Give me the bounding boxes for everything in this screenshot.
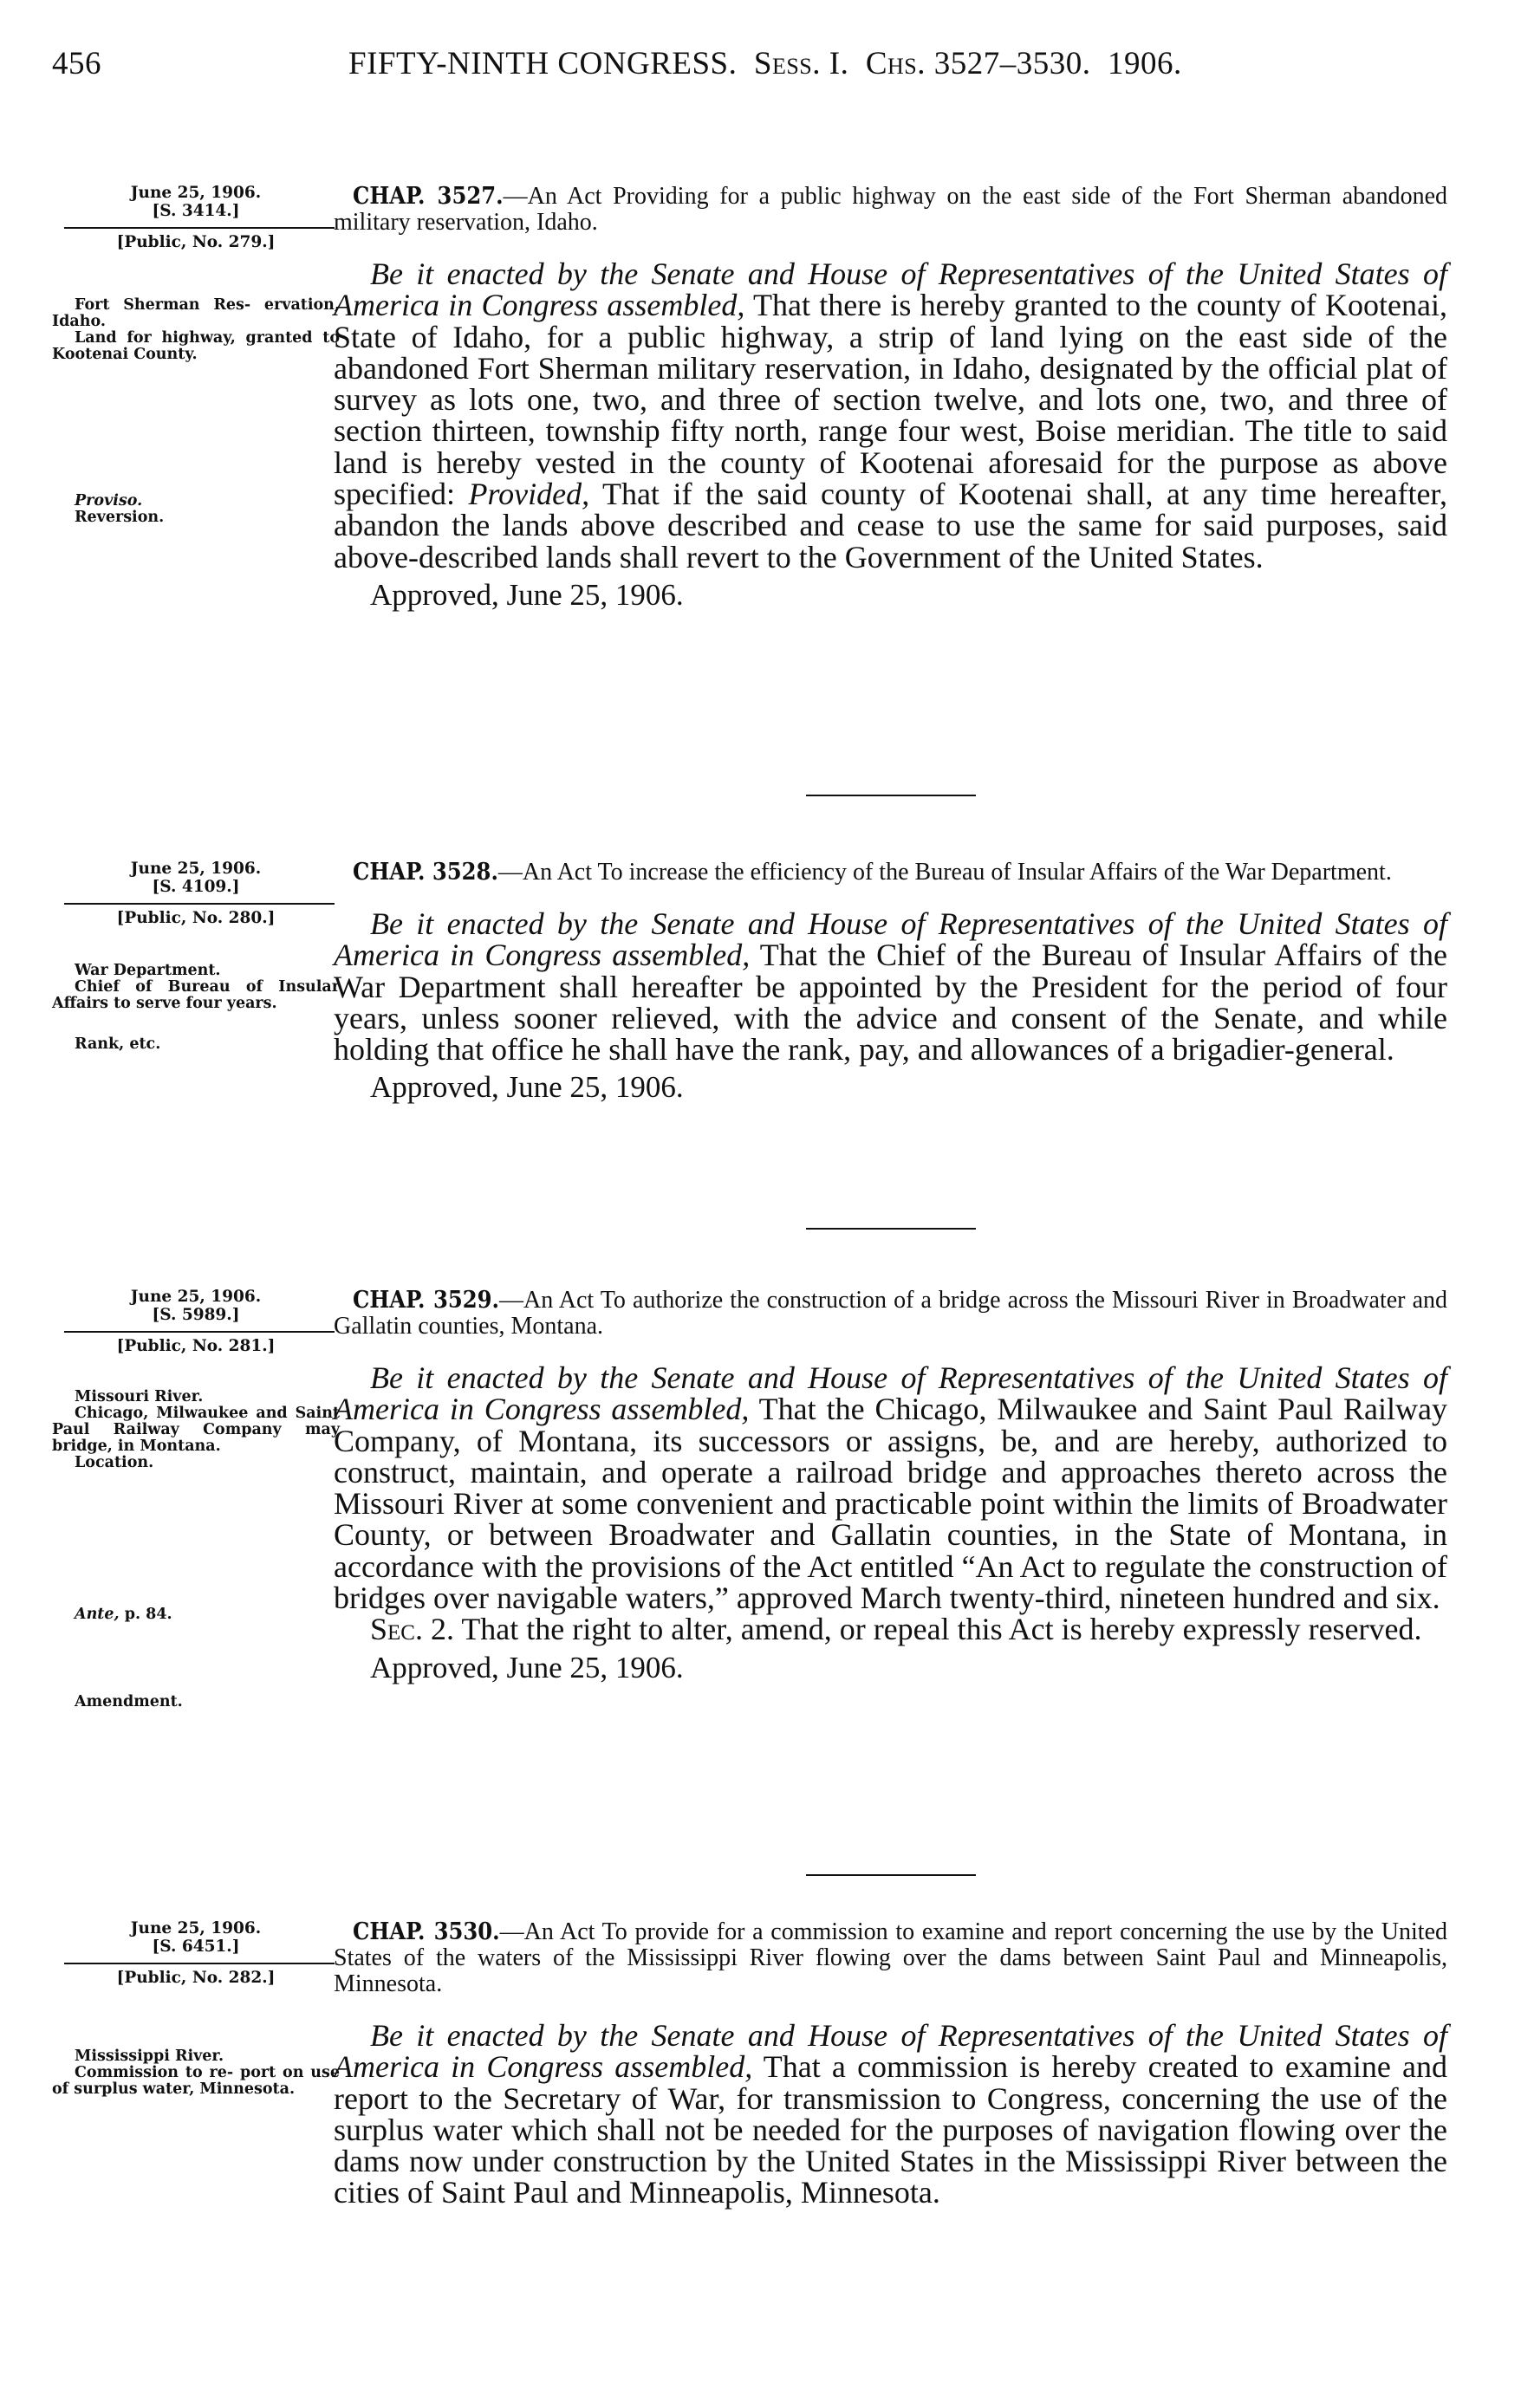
bill-number: [S. 4109.] <box>152 878 240 896</box>
chapter-description: —An Act To authorize the construction of a bridge across the Missouri River in Broadwater and Gallatin counties, Montana. <box>334 1287 1447 1340</box>
chapter-label: CHAP. 3529. <box>353 1287 499 1314</box>
chapter-title <box>334 1919 1447 1997</box>
margin-note: Land for highway, granted to Kootenai County. <box>52 329 341 363</box>
approved-line: Approved, June 25, 1906. <box>370 1070 684 1105</box>
bill-number: [S. 3414.] <box>152 202 240 220</box>
public-law-number: [Public, No. 279.] <box>116 233 276 251</box>
public-law-number: [Public, No. 282.] <box>116 1969 276 1987</box>
approved-line: Approved, June 25, 1906. <box>370 1650 684 1684</box>
enacting-formula: Be it enacted by the Senate and House of Representatives of the United States of America in Congress assembled, <box>334 906 1447 973</box>
approval-date: June 25, 1906. <box>130 860 262 878</box>
public-law-number: [Public, No. 280.] <box>116 909 276 927</box>
margin-note: Mississippi River. <box>75 2048 224 2065</box>
public-law-number: [Public, No. 281.] <box>116 1337 276 1355</box>
session-label: Sess. I. <box>753 46 849 81</box>
section-divider <box>806 1874 976 1876</box>
section-label: Sec. 2. <box>370 1612 454 1647</box>
reversion-note: Reversion. <box>75 509 165 526</box>
enacting-formula: Be it enacted by the Senate and House of Representatives of the United States of America in Congress assembled, <box>334 2018 1447 2085</box>
margin-note: Location. <box>75 1454 154 1471</box>
enacting-formula: Be it enacted by the Senate and House of Representatives of the United States of America in Congress assembled, <box>334 1360 1447 1427</box>
chapter-label: CHAP. 3528. <box>353 859 498 886</box>
margin-note: Chicago, Milwaukee and Saint Paul Railway Company may bridge, in Montana. <box>52 1405 341 1455</box>
margin-notes <box>52 1919 340 2098</box>
chapter-title <box>334 184 1447 236</box>
margin-note: Missouri River. <box>75 1388 204 1405</box>
amendment-note: Amendment. <box>75 1693 183 1710</box>
chapter-body <box>334 184 1447 611</box>
rank-note: Rank, etc. <box>75 1035 161 1053</box>
margin-note: War Department. <box>75 962 221 979</box>
congress-label: FIFTY-NINTH CONGRESS. <box>348 46 738 81</box>
chapter-description: —An Act To provide for a commission to examine and report concerning the use by the United States of the waters of the Mississippi River flowing over the dams between Saint Paul and Minneapolis, Minnesota. <box>334 1918 1447 1997</box>
enacting-formula: Be it enacted by the Senate and House of Representatives of the United States of America in Congress assembled, <box>334 256 1447 323</box>
chapter-description: —An Act To increase the efficiency of the Bureau of Insular Affairs of the War Department. <box>497 859 1392 886</box>
provided-term: Provided, <box>468 477 590 512</box>
margin-note: Chief of Bureau of Insular Affairs to serve four years. <box>52 978 340 1012</box>
approval-date: June 25, 1906. <box>130 1288 262 1306</box>
approval-date: June 25, 1906. <box>130 1919 262 1937</box>
margin-rule <box>64 1331 335 1333</box>
chapter-description: —An Act Providing for a public highway on the east side of the Fort Sherman abandoned military reservation, Idaho. <box>334 183 1447 236</box>
chapter-body <box>334 1288 1447 1684</box>
section-divider <box>806 795 976 796</box>
margin-notes <box>52 1288 340 1710</box>
chapter-title <box>334 1288 1447 1340</box>
margin-rule <box>64 227 335 229</box>
ante-reference: Ante, p. 84. <box>75 1606 172 1623</box>
page-number: 456 <box>52 46 101 81</box>
enacting-clause: Be it enacted by the Senate and House of Representatives of the United States of America in Congress assembled, That the Chicago, Milwaukee and Saint Paul Railway Company, of Montana, its successors or assigns, be, and are hereby, authorized to construct, maintain, and operate a railroad bridge and approaches thereto across the Missouri River at some convenient and practicable point within the limits of Broadwater County, or between Broadwater and Gallatin counties, in the State of Montana, in accordance with the provisions of the Act entitled “An Act to regulate the construction of bridges over navigable waters,” approved March twenty-third, nineteen hundred and six. <box>334 1360 1447 1616</box>
proviso-note: Proviso. <box>75 492 143 510</box>
approval-date: June 25, 1906. <box>130 184 262 202</box>
running-title <box>348 45 1182 82</box>
section-2: Sec. 2. That the right to alter, amend, or repeal this Act is hereby expressly reserved. <box>370 1612 1422 1647</box>
margin-rule <box>64 1963 335 1964</box>
margin-note: Fort Sherman Res- ervation, Idaho. <box>52 296 341 330</box>
chapter-body <box>334 860 1447 1103</box>
enacting-clause: Be it enacted by the Senate and House of Representatives of the United States of America in Congress assembled, That the Chief of the Bureau of Insular Affairs of the War Department shall hereafter be appointed by the President for the period of four years, unless sooner relieved, with the advice and consent of the Senate, and while holding that office he shall have the rank, pay, and allowances of a brigadier-general. <box>334 906 1447 1068</box>
bill-number: [S. 6451.] <box>152 1937 240 1956</box>
chapter-title <box>334 860 1447 886</box>
margin-notes <box>52 184 340 526</box>
bill-number: [S. 5989.] <box>152 1306 240 1324</box>
page-header <box>52 45 1456 88</box>
section-divider <box>806 1228 976 1230</box>
approved-line: Approved, June 25, 1906. <box>370 577 684 612</box>
chapters-label: Chs. 3527–3530. <box>865 46 1091 81</box>
enacting-clause: Be it enacted by the Senate and House of Representatives of the United States of America in Congress assembled, That a commission is hereby created to examine and report to the Secretary of War, for transmission to Congress, concerning the use of the surplus water which shall not be needed for the purposes of navigation flowing over the dams now under construction by the United States in the Mississippi River between the cities of Saint Paul and Minneapolis, Minnesota. <box>334 2018 1447 2210</box>
year-label: 1906. <box>1108 46 1182 81</box>
margin-note: Commission to re- port on use of surplus water, Minnesota. <box>52 2064 340 2098</box>
enacting-clause: Be it enacted by the Senate and House of Representatives of the United States of America in Congress assembled, That there is hereby granted to the county of Kootenai, State of Idaho, for a public highway, a strip of land lying on the east side of the abandoned Fort Sherman military reservation, in Idaho, designated by the official plat of survey as lots one, two, and three of section twelve, and lots one, two, and three of section thirteen, township fifty north, range four west, Boise meridian. The title to said land is hereby vested in the county of Kootenai aforesaid for the purpose as above specified: Provided, That if the said county of Kootenai shall, at any time hereafter, abandon the lands above described and cease to use the same for said purposes, said above-described lands shall revert to the Government of the United States. <box>334 256 1447 574</box>
margin-notes <box>52 860 340 1053</box>
margin-rule <box>64 903 335 905</box>
chapter-body <box>334 1919 1447 2209</box>
chapter-label: CHAP. 3530. <box>353 1918 500 1945</box>
chapter-label: CHAP. 3527. <box>353 183 504 210</box>
